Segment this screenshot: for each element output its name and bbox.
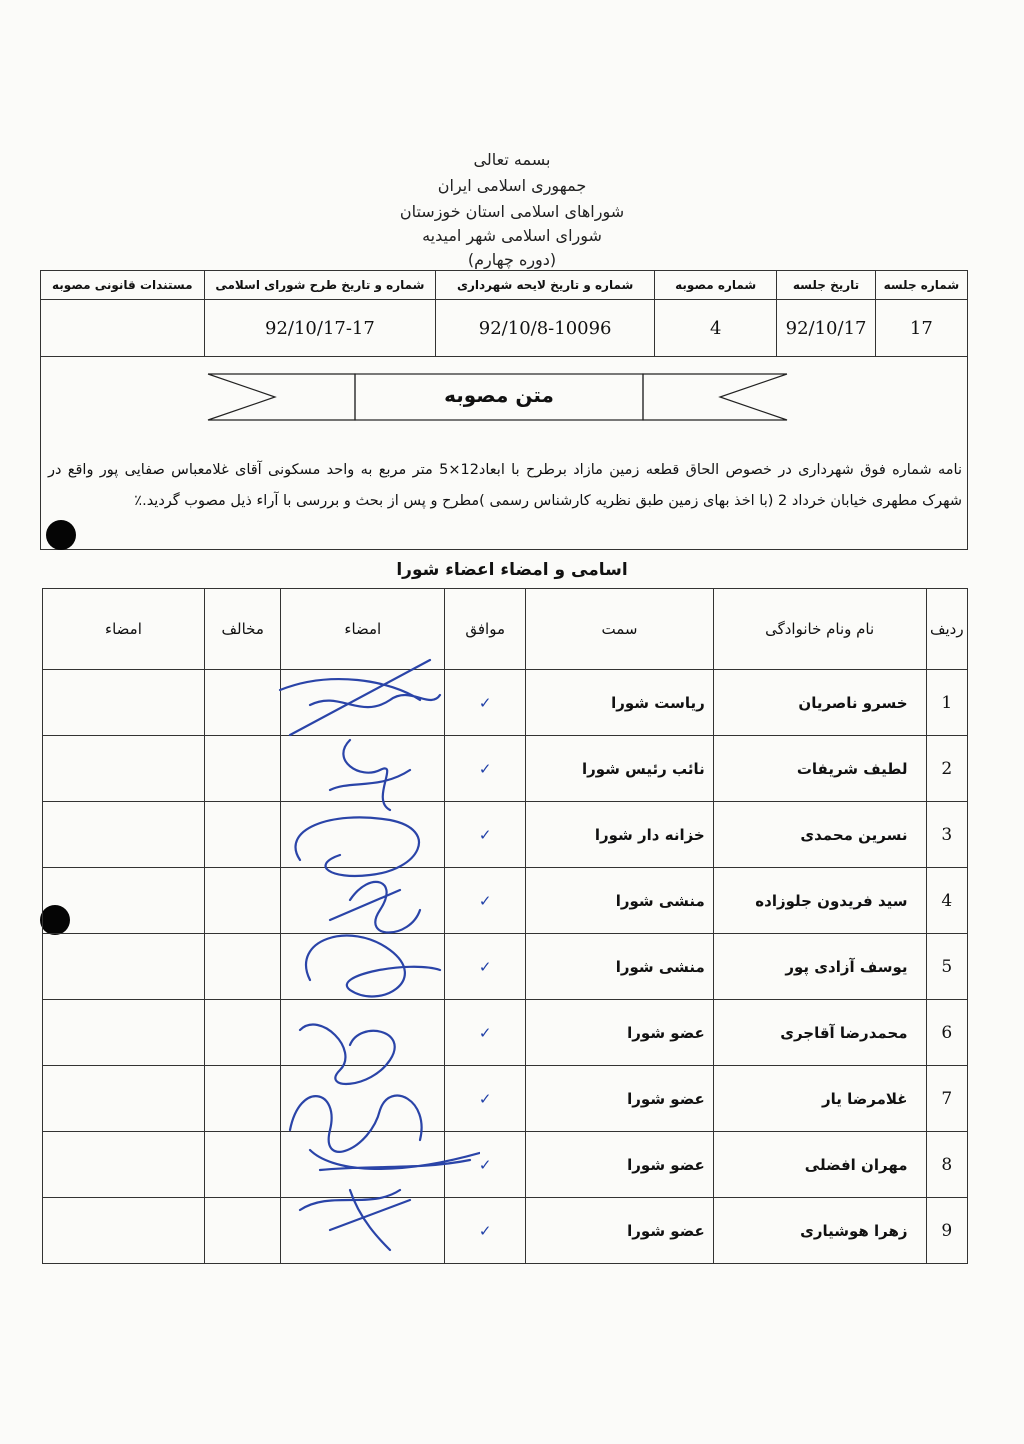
meeting-info-table bbox=[40, 270, 968, 357]
member-row-number: 3 bbox=[926, 802, 967, 868]
header-bismillah: بسمه تعالی bbox=[473, 150, 551, 169]
agree-check-icon: ✓ bbox=[445, 1000, 526, 1066]
member-row bbox=[43, 802, 968, 868]
value-legal-basis bbox=[41, 300, 205, 357]
oppose-cell bbox=[204, 670, 281, 736]
value-bill-number-date: 92/10/8-10096 bbox=[436, 300, 655, 357]
member-position: منشی شورا bbox=[526, 868, 714, 934]
member-row-number: 8 bbox=[926, 1132, 967, 1198]
agree-signature-cell bbox=[281, 1132, 445, 1198]
meeting-info-header-row bbox=[41, 271, 968, 300]
banner-left-ribbon bbox=[208, 374, 355, 420]
members-section-title: اسامی و امضاء اعضاء شورا bbox=[396, 560, 628, 580]
member-row bbox=[43, 1132, 968, 1198]
agree-check-icon: ✓ bbox=[445, 1198, 526, 1264]
resolution-title: متن مصوبه bbox=[444, 383, 554, 407]
member-row bbox=[43, 736, 968, 802]
header-member-name: نام ونام خانوادگی bbox=[713, 589, 926, 670]
agree-check-icon: ✓ bbox=[445, 736, 526, 802]
agree-check-icon: ✓ bbox=[445, 1066, 526, 1132]
oppose-cell bbox=[204, 868, 281, 934]
agree-signature-cell bbox=[281, 1198, 445, 1264]
member-position: خزانه دار شورا bbox=[526, 802, 714, 868]
members-table bbox=[42, 588, 968, 1264]
oppose-cell bbox=[204, 1132, 281, 1198]
oppose-signature-cell bbox=[43, 868, 205, 934]
value-session-date: 92/10/17 bbox=[777, 300, 875, 357]
oppose-signature-cell bbox=[43, 670, 205, 736]
member-position: عضو شورا bbox=[526, 1198, 714, 1264]
oppose-cell bbox=[204, 802, 281, 868]
member-name: مهران افضلی bbox=[713, 1132, 926, 1198]
header-oppose: مخالف bbox=[204, 589, 281, 670]
header-row-number: ردیف bbox=[926, 589, 967, 670]
value-plan-number-date: 92/10/17-17 bbox=[204, 300, 436, 357]
agree-signature-cell bbox=[281, 1066, 445, 1132]
member-row-number: 5 bbox=[926, 934, 967, 1000]
value-resolution-number: 4 bbox=[655, 300, 777, 357]
meeting-info-value-row bbox=[41, 300, 968, 357]
member-name: یوسف آزادی پور bbox=[713, 934, 926, 1000]
oppose-cell bbox=[204, 1000, 281, 1066]
member-row bbox=[43, 868, 968, 934]
oppose-cell bbox=[204, 1066, 281, 1132]
member-row bbox=[43, 934, 968, 1000]
member-position: عضو شورا bbox=[526, 1000, 714, 1066]
member-row bbox=[43, 1198, 968, 1264]
oppose-cell bbox=[204, 736, 281, 802]
member-position: نائب رئیس شورا bbox=[526, 736, 714, 802]
header-agree-signature: امضاء bbox=[281, 589, 445, 670]
header-oppose-signature: امضاء bbox=[43, 589, 205, 670]
header-bill-number-date: شماره و تاریخ لایحه شهرداری bbox=[436, 271, 655, 300]
oppose-signature-cell bbox=[43, 934, 205, 1000]
agree-signature-cell bbox=[281, 736, 445, 802]
oppose-signature-cell bbox=[43, 1198, 205, 1264]
banner-right-ribbon bbox=[643, 374, 787, 420]
member-name: محمدرضا آقاجری bbox=[713, 1000, 926, 1066]
member-name: نسرین محمدی bbox=[713, 802, 926, 868]
member-position: منشی شورا bbox=[526, 934, 714, 1000]
agree-check-icon: ✓ bbox=[445, 868, 526, 934]
header-plan-number-date: شماره و تاریخ طرح شورای اسلامی bbox=[204, 271, 436, 300]
member-row-number: 2 bbox=[926, 736, 967, 802]
member-position: عضو شورا bbox=[526, 1132, 714, 1198]
agree-signature-cell bbox=[281, 1000, 445, 1066]
members-header-row bbox=[43, 589, 968, 670]
member-row bbox=[43, 1066, 968, 1132]
agree-signature-cell bbox=[281, 670, 445, 736]
member-name: غلامرضا یار bbox=[713, 1066, 926, 1132]
header-member-position: سمت bbox=[526, 589, 714, 670]
member-row-number: 1 bbox=[926, 670, 967, 736]
agree-signature-cell bbox=[281, 802, 445, 868]
member-position: عضو شورا bbox=[526, 1066, 714, 1132]
header-session-number: شماره جلسه bbox=[875, 271, 967, 300]
agree-check-icon: ✓ bbox=[445, 670, 526, 736]
member-name: زهرا هوشیاری bbox=[713, 1198, 926, 1264]
agree-signature-cell bbox=[281, 934, 445, 1000]
header-legal-basis: مستندات قانونی مصوبه bbox=[41, 271, 205, 300]
resolution-text: نامه شماره فوق شهرداری در خصوص الحاق قطعه زمین مازاد برطرح با ابعاد12×5 متر مربع به واحد مسکونی آقای غلامعباس صفایی پور واقع در شهرک مطهری خیابان خرداد 2 (با اخذ بهای زمین طبق نظریه کارشناس رسمی )مطرح و پس از بحث و بررسی با آراء ذیل مصوب گردید.٪ bbox=[48, 462, 963, 509]
member-row-number: 9 bbox=[926, 1198, 967, 1264]
member-name: لطیف شریفات bbox=[713, 736, 926, 802]
header-country: جمهوری اسلامی ایران bbox=[437, 176, 587, 195]
value-session-number: 17 bbox=[875, 300, 967, 357]
agree-check-icon: ✓ bbox=[445, 934, 526, 1000]
member-row bbox=[43, 1000, 968, 1066]
header-resolution-number: شماره مصوبه bbox=[655, 271, 777, 300]
member-name: سید فریدون جلوزاده bbox=[713, 868, 926, 934]
oppose-cell bbox=[204, 934, 281, 1000]
oppose-signature-cell bbox=[43, 1132, 205, 1198]
header-session-date: تاریخ جلسه bbox=[777, 271, 875, 300]
header-term: (دوره چهارم) bbox=[467, 250, 557, 269]
member-position: ریاست شورا bbox=[526, 670, 714, 736]
member-row-number: 4 bbox=[926, 868, 967, 934]
oppose-signature-cell bbox=[43, 736, 205, 802]
punch-hole-top bbox=[46, 520, 76, 550]
member-row bbox=[43, 670, 968, 736]
agree-signature-cell bbox=[281, 868, 445, 934]
header-city-council: شورای اسلامی شهر امیدیه bbox=[422, 226, 602, 245]
member-name: خسرو ناصریان bbox=[713, 670, 926, 736]
member-row-number: 7 bbox=[926, 1066, 967, 1132]
oppose-cell bbox=[204, 1198, 281, 1264]
agree-check-icon: ✓ bbox=[445, 1132, 526, 1198]
header-agree: موافق bbox=[445, 589, 526, 670]
oppose-signature-cell bbox=[43, 1066, 205, 1132]
member-row-number: 6 bbox=[926, 1000, 967, 1066]
oppose-signature-cell bbox=[43, 1000, 205, 1066]
oppose-signature-cell bbox=[43, 802, 205, 868]
agree-check-icon: ✓ bbox=[445, 802, 526, 868]
header-province-councils: شوراهای اسلامی استان خوزستان bbox=[399, 202, 625, 221]
